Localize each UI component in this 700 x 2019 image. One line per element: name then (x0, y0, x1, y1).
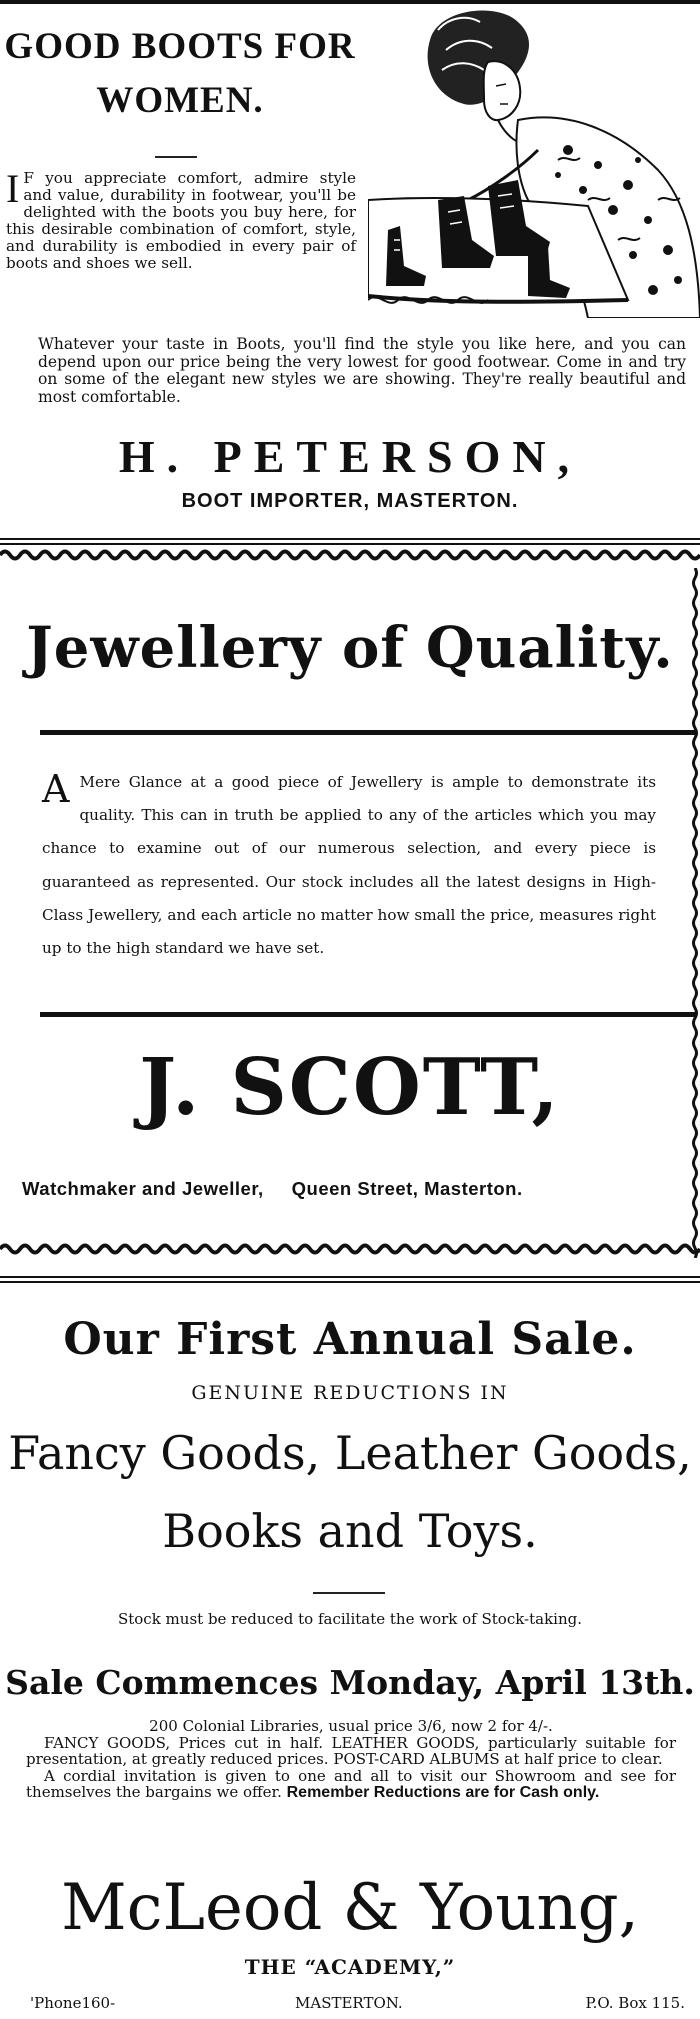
sale-details (26, 1718, 676, 1802)
scott-dropcap: A (42, 767, 70, 811)
peterson-intro-paragraph (6, 166, 356, 272)
scott-name: J. SCOTT, (139, 1042, 561, 1133)
scott-trade: Watchmaker and Jeweller, (22, 1178, 264, 1199)
scott-top-rule (0, 538, 700, 545)
headline-line-2: WOMEN. (96, 80, 264, 121)
sale-categories-line-2: Books and Toys. (162, 1504, 538, 1558)
scott-trade-line (22, 1178, 682, 1200)
scott-rule-lower (40, 1012, 695, 1017)
contact-footer (30, 1994, 685, 2012)
academy-name: THE “ACADEMY,” (244, 1955, 456, 1979)
scott-bottom-wavy-border (0, 1242, 700, 1256)
sale-commence-date: Sale Commences Monday, April 13th. (5, 1663, 695, 1702)
scott-headline: Jewellery of Quality. (26, 615, 674, 681)
goods-offer: FANCY GOODS, Prices cut in half. LEATHER GOODS, particularly suitable for presentation, at greatly reduced prices. POST-CARD ALBUMS at half price to clear. (26, 1733, 676, 1768)
short-divider (155, 156, 197, 158)
sale-categories-line-1: Fancy Goods, Leather Goods, (8, 1426, 692, 1480)
scott-address: Queen Street, Masterton. (291, 1178, 523, 1199)
scott-body-paragraph (42, 766, 656, 965)
cash-only-note: Remember Reductions are for Cash only. (286, 1784, 600, 1801)
peterson-name: H. PETERSON, (118, 431, 582, 482)
scott-advertisement (0, 538, 700, 1290)
peterson-trade: BOOT IMPORTER, MASTERTON. (181, 490, 519, 512)
town-name: MASTERTON. (295, 1994, 403, 2012)
sale-divider (313, 1592, 385, 1594)
peterson-headline (0, 20, 360, 128)
phone-number: 'Phone160- (30, 1994, 116, 2012)
intro-dropcap: I (6, 166, 20, 211)
peterson-body-paragraph: Whatever your taste in Boots, you'll find the style you like here, and you can depend upon our price being the very lowest for good footwear. Come in and try on some of the elegant new styles we are showing. They're really beautiful and most comfortable. (38, 335, 686, 406)
invitation-text: A cordial invitation is given to one and all to visit our Showroom and see for themselves the bargains we offer. (26, 1766, 676, 1801)
mcleod-young-advertisement (0, 1290, 700, 2019)
scott-body-text: Mere Glance at a good piece of Jewellery is ample to demonstrate its quality. This can in truth be applied to any of the articles which you may chance to examine out of our numerous selection, and every piece is guaranteed as represented. Our stock includes all the latest designs in High-Class Jewellery, and each article no matter how small the price, measures right up to the high standard we have set. (42, 773, 656, 958)
libraries-offer: 200 Colonial Libraries, usual price 3/6, now 2 for 4/-. (149, 1717, 553, 1735)
intro-text: F you appreciate comfort, admire style and value, durability in footwear, you'll be delighted with the boots you buy here, for this desirable combination of comfort, style, and durability is embodied in every pair of boots and shoes we sell. (6, 169, 356, 272)
sale-subtitle: GENUINE REDUCTIONS IN (191, 1382, 509, 1404)
scott-bottom-rule (0, 1276, 700, 1283)
invitation-paragraph (26, 1768, 676, 1802)
firm-name: McLeod & Young, (61, 1871, 639, 1945)
scott-rule-upper (40, 730, 695, 735)
headline-line-1: GOOD BOOTS FOR (4, 26, 356, 67)
po-box: P.O. Box 115. (585, 1994, 685, 2012)
woman-trying-on-boots-illustration (368, 0, 700, 318)
stock-note: Stock must be reduced to facilitate the work of Stock-taking. (117, 1610, 583, 1628)
scott-top-wavy-border (0, 548, 700, 562)
sale-title: Our First Annual Sale. (63, 1314, 637, 1365)
peterson-advertisement (0, 0, 700, 540)
